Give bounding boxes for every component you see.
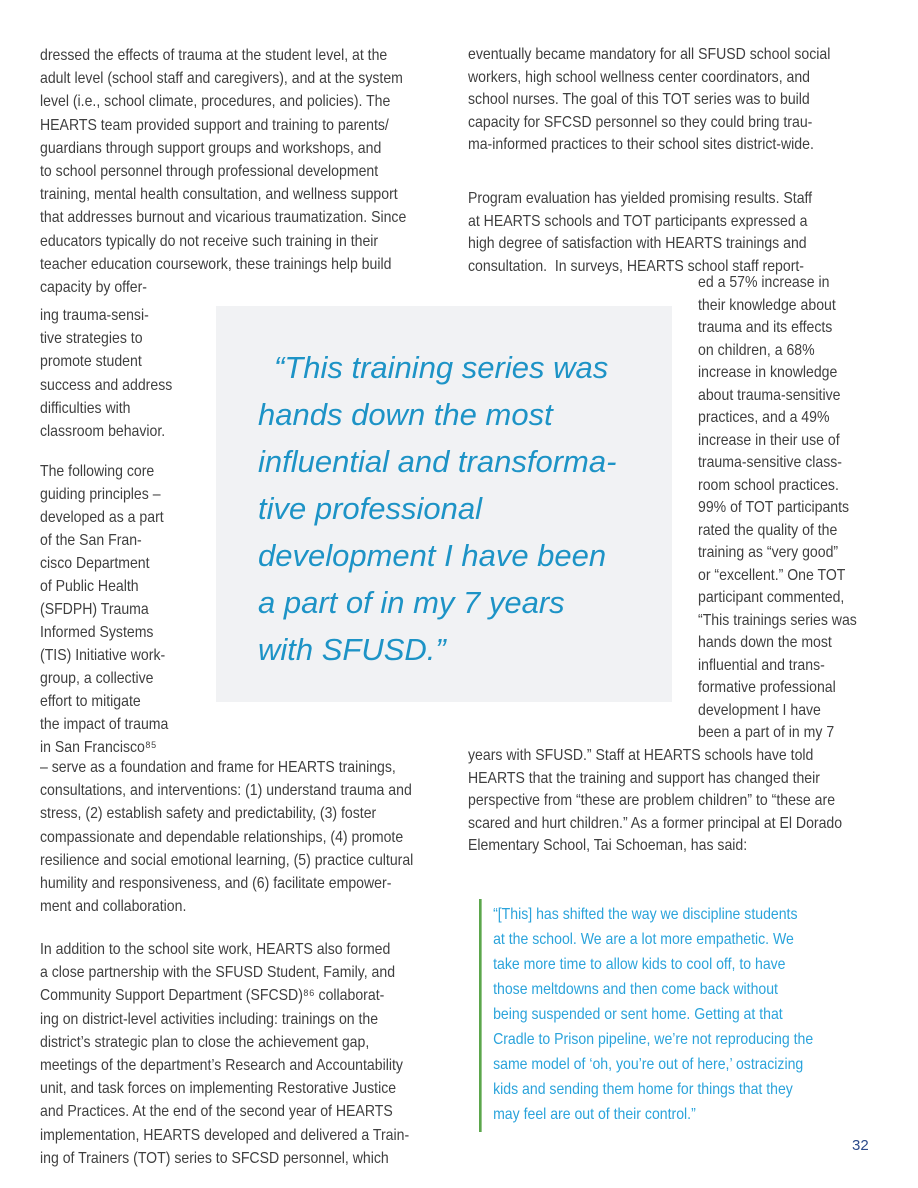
paragraph-sfcsd-partnership: In addition to the school site work, HEARTS also formed a close partnership with the SFUSD Student, Family, and Community Support Department (SFCSD)⁸⁶ collaborat- ing on district-level activities including: trainings on the district’s strategic plan to close the achievement gap, meetings of the department’s Research and Accountability unit, and task forces on implementing Restorative Justice and Practices. At the end of the second year of HEARTS implementation, HEARTS developed and delivered a Train- ing of Trainers (TOT) series to SFCSD personnel, which xyxy=(40,941,410,1167)
principal-quote-block: “[This] has shifted the way we discipline students at the school. We are a lot more empathetic. We take more time to allow kids to cool off, to have those meltdowns and then come back without being suspended or sent home. Getting at that Cradle to Prison pipeline, we’re not reproducing the same model of ‘oh, you’re out of here,’ ostracizing kids and sending them home for things that they may feel are out of their control.” xyxy=(479,899,813,1132)
paragraph-principles-list: – serve as a foundation and frame for HEARTS trainings, consultations, and interventions: (1) understand trauma and stress, (2) establish safety and predictability, (3) foster compassionate and dependable relationships, (4) promote resilience and social emotional learning, (5) practice cultural humility and responsiveness, and (6) facilitate empower- ment and collaboration. xyxy=(40,759,414,916)
paragraph-perspective-change: years with SFUSD.” Staff at HEARTS schools have told HEARTS that the training and support has changed their perspective from “these are problem children” to “these are scared and hurt children.” As a former principal at El Dorado Elementary School, Tai Schoeman, has said: xyxy=(468,747,843,854)
page-number: 32 xyxy=(852,1137,869,1154)
paragraph-tot-mandatory: eventually became mandatory for all SFUSD school social workers, high school wellness center coordinators, and school nurses. The goal of this TOT series was to build capacity for SFCSD personnel so they could bring trau- ma-informed practices to their school sites district-wide. xyxy=(468,46,831,153)
paragraph-trauma-levels: dressed the effects of trauma at the student level, at the adult level (school staff and caregivers), and at the system level (i.e., school climate, procedures, and policies). The HEARTS team provided support and training to parents/ guardians through support groups and workshops, and to school personnel through professional development training, mental health consultation, and wellness support that addresses burnout and vicarious traumatization. Since educators typically do not receive such training in their teacher education coursework, these trainings help build capacity by offer- xyxy=(40,47,407,297)
paragraph-survey-results: ed a 57% increase in their knowledge about trauma and its effects on children, a 68% increase in knowledge about trauma-sensitive practices, and a 49% increase in their use of trauma-sensitive class- room school practices. 99% of TOT participants rated the quality of the training as “very good” or “excellent.” One TOT participant commented, “This trainings series was hands down the most influential and trans- formative professional development I have been a part of in my 7 xyxy=(698,274,857,741)
paragraph-program-evaluation: Program evaluation has yielded promising results. Staff at HEARTS schools and TOT participants expressed a high degree of satisfaction with HEARTS trainings and consultation. In surveys, HEARTS school staff report- xyxy=(468,190,813,275)
paragraph-guiding-principles: The following core guiding principles – developed as a part of the San Fran- cisco Department of Public Health (SFDPH) Trauma Informed Systems (TIS) Initiative work- group, a collective effort to mitigate the impact of trauma in San Francisco⁸⁵ xyxy=(40,463,169,756)
pullquote-text: “This training series was hands down the most influential and transforma- tive professional development I have been a part of in my 7 years with SFUSD.” xyxy=(258,350,617,667)
paragraph-trauma-strategies: ing trauma-sensi- tive strategies to promote student success and address difficulties with classroom behavior. xyxy=(40,307,173,441)
